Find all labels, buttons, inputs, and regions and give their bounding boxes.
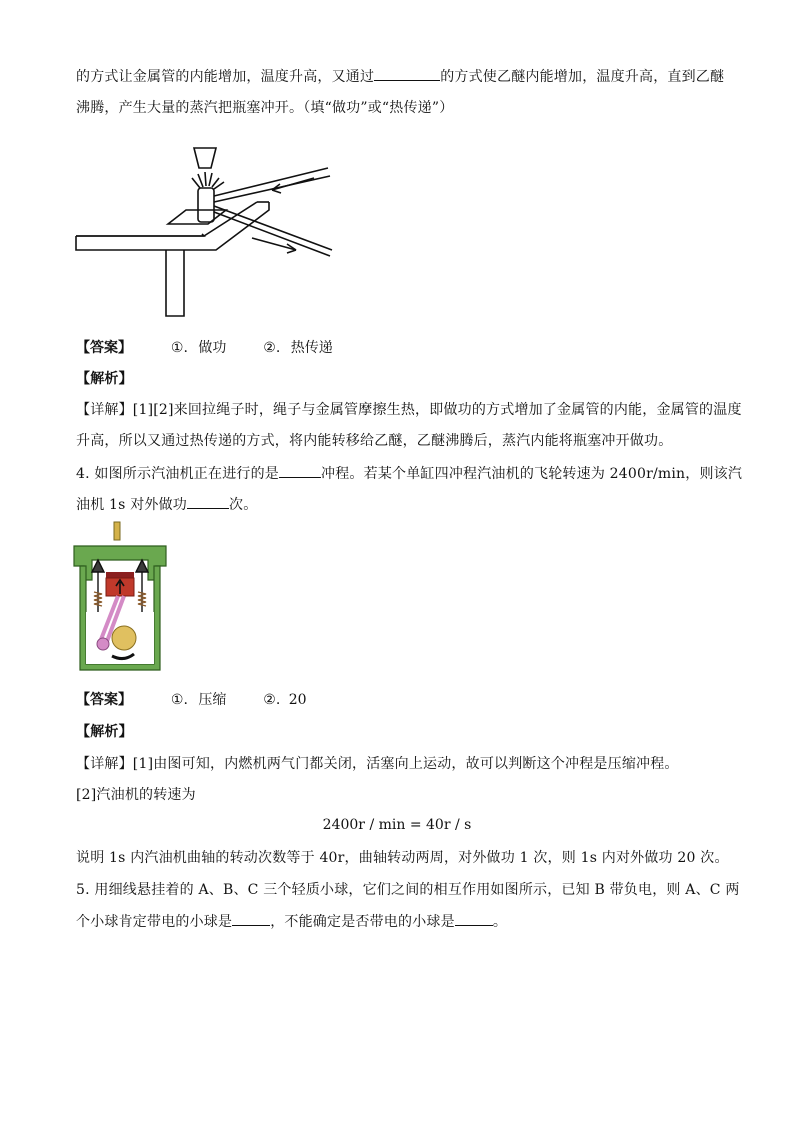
metal-tube-icon <box>198 188 214 222</box>
q3-answer-row <box>76 338 333 358</box>
q4-text-b: 冲程。若某个单缸四冲程汽油机的飞轮转速为 2400r/min，则该汽 <box>321 466 743 482</box>
q5-line-1: 5. 用细线悬挂着的 A、B、C 三个轻质小球，它们之间的相互作用如图所示，已知 B 带负电，则 A、C 两 <box>76 882 740 898</box>
q3-text-b: 的方式使乙醚内能增加，温度升高，直到乙醚 <box>440 69 725 85</box>
answer-1: 压缩 <box>198 692 227 708</box>
answer-1-num: ①. <box>170 340 188 356</box>
table-top <box>76 202 269 250</box>
answer-label: 【答案】 <box>76 692 132 708</box>
answer-1-num: ①. <box>170 692 188 708</box>
table-leg <box>166 250 184 316</box>
q4-line-2 <box>76 494 257 515</box>
q3-detail-line-2: 升高，所以又通过热传递的方式，将内能转移给乙醚，乙醚沸腾后，蒸汽内能将瓶塞冲开做功。 <box>76 433 673 449</box>
engine-figure <box>70 520 170 680</box>
q3-analysis-label: 【解析】 <box>76 371 133 387</box>
q5-text-a: 个小球肯定带电的小球是 <box>76 914 233 930</box>
answer-2: 20 <box>288 692 307 708</box>
rope-lower <box>214 206 332 256</box>
crank-wheel <box>112 626 136 650</box>
answer-2-num: ②. <box>263 340 281 356</box>
q4-line-1 <box>76 463 742 484</box>
intake-valve-icon <box>92 560 104 612</box>
q3-line-1 <box>76 66 724 87</box>
q4-analysis-label: 【解析】 <box>76 724 133 740</box>
q5-blank-1[interactable] <box>232 911 270 926</box>
friction-apparatus-figure <box>74 140 354 320</box>
q5-text-c: 。 <box>492 914 508 930</box>
q3-line-2: 沸腾，产生大量的蒸汽把瓶塞冲开。（填“做功”或“热传递”） <box>76 100 454 116</box>
q4-detail-line-1: 【详解】[1]由图可知，内燃机两气门都关闭，活塞向上运动，故可以判断这个冲程是压缩冲程。 <box>76 756 679 772</box>
q4-answer-row <box>76 690 307 710</box>
q5-line-2 <box>76 911 507 932</box>
answer-label: 【答案】 <box>76 340 132 356</box>
q4-text-a: 4. 如图所示汽油机正在进行的是 <box>76 466 280 482</box>
stopper-icon <box>194 148 216 168</box>
q4-detail-line-3: 说明 1s 内汽油机曲轴的转动次数等于 40r，曲轴转动两周，对外做功 1 次，则 1s 内对外做功 20 次。 <box>76 850 729 866</box>
q4-blank-2[interactable] <box>187 494 229 509</box>
q4-equation: 2400r / min = 40r / s <box>322 817 472 833</box>
answer-2: 热传递 <box>290 340 333 356</box>
q4-text-c: 油机 1s 对外做功 <box>76 497 187 513</box>
q4-detail-line-2: [2]汽油机的转速为 <box>76 787 196 803</box>
rope-upper <box>214 168 330 202</box>
q4-blank-1[interactable] <box>279 463 321 478</box>
q5-text-b: ，不能确定是否带电的小球是 <box>270 914 455 930</box>
q5-blank-2[interactable] <box>455 911 493 926</box>
q3-detail-line-1: 【详解】[1][2]来回拉绳子时，绳子与金属管摩擦生热，即做功的方式增加了金属管的内能，金属管的温度 <box>76 402 742 418</box>
q3-blank[interactable] <box>374 66 440 81</box>
answer-2-num: ②. <box>263 692 281 708</box>
exhaust-valve-icon <box>136 560 148 612</box>
answer-1: 做功 <box>198 340 227 356</box>
q3-text-a: 的方式让金属管的内能增加，温度升高，又通过 <box>76 69 375 85</box>
q4-text-d: 次。 <box>229 497 258 513</box>
